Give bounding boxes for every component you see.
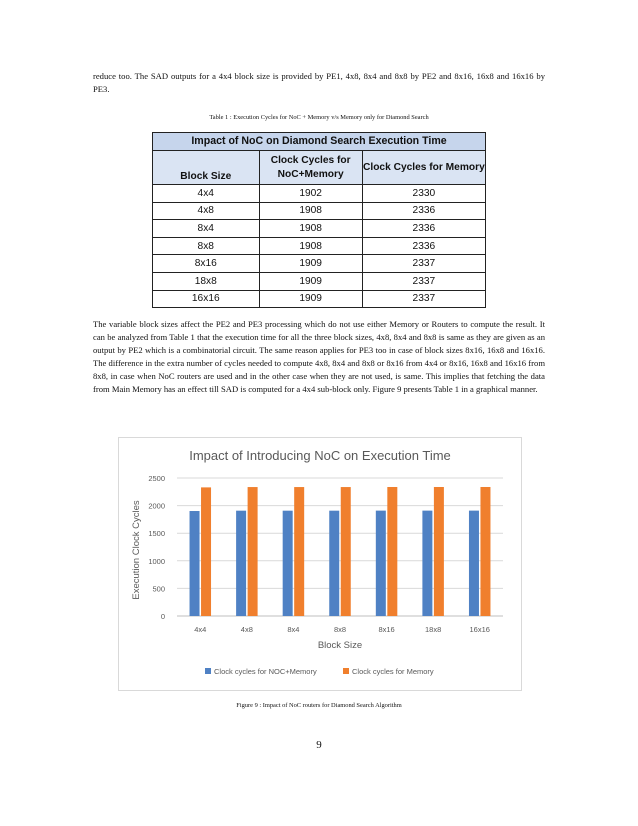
table-cell: 2337 <box>362 255 485 273</box>
table-cell: 8x16 <box>153 255 260 273</box>
bar-memory <box>294 487 304 616</box>
header-memory: Clock Cycles for Memory <box>362 151 485 185</box>
bar-chart <box>119 438 521 690</box>
chart-container <box>118 437 522 691</box>
legend-label-noc-memory: Clock cycles for NOC+Memory <box>214 667 317 676</box>
intro-paragraph: reduce too. The SAD outputs for a 4x4 block size is provided by PE1, 4x8, 8x4 and 8x8 by PE2 and 8x16, 16x8 and 16x16 by PE3. <box>93 71 545 94</box>
x-tick-label: 18x8 <box>425 625 442 634</box>
table-row <box>153 220 486 238</box>
y-tick-label: 2500 <box>148 474 165 483</box>
y-tick-label: 1000 <box>148 556 165 566</box>
table-cell: 1908 <box>259 220 362 238</box>
y-axis-label: Execution Clock Cycles <box>131 500 142 600</box>
x-tick-label: 16x16 <box>469 625 490 634</box>
x-tick-label: 4x4 <box>194 625 207 634</box>
table-cell: 8x4 <box>153 220 260 238</box>
y-tick-label: 0 <box>160 612 165 621</box>
table-cell: 4x4 <box>153 185 260 203</box>
bar-noc-memory <box>422 511 432 616</box>
table-row <box>153 255 486 273</box>
x-tick-label: 8x8 <box>333 625 347 634</box>
table-cell: 2337 <box>362 290 485 308</box>
table-row <box>153 185 486 203</box>
table-cell: 2330 <box>362 185 485 203</box>
table-body <box>153 185 486 308</box>
table-cell: 16x16 <box>153 290 260 308</box>
legend-label-memory: Clock cycles for Memory <box>352 667 434 676</box>
y-tick-label: 1500 <box>148 529 165 539</box>
table-cell: 8x8 <box>153 237 260 255</box>
x-tick-label: 8x4 <box>287 625 300 634</box>
legend-swatch-noc-memory <box>205 668 211 674</box>
y-tick-label: 2000 <box>148 501 165 511</box>
bar-noc-memory <box>283 511 293 616</box>
table-cell: 4x8 <box>153 202 260 220</box>
table-cell: 1908 <box>259 237 362 255</box>
table-cell: 2336 <box>362 202 485 220</box>
bar-noc-memory <box>329 511 339 616</box>
legend-swatch-memory <box>343 668 349 674</box>
x-tick-label: 8x16 <box>378 625 395 634</box>
table-cell: 2337 <box>362 272 485 290</box>
table-cell: 2336 <box>362 220 485 238</box>
chart-title: Impact of Introducing NoC on Execution Time <box>189 448 451 463</box>
y-tick-label: 500 <box>152 584 165 594</box>
bar-noc-memory <box>190 511 200 616</box>
bar-noc-memory <box>236 511 246 616</box>
table-cell: 1902 <box>259 185 362 203</box>
table-cell: 1909 <box>259 290 362 308</box>
table-row <box>153 290 486 308</box>
table-row <box>153 202 486 220</box>
table-row <box>153 237 486 255</box>
bar-noc-memory <box>469 511 479 616</box>
analysis-paragraph: The variable block sizes affect the PE2 and PE3 processing which do not use either Memory or Routers to compute the result. It can be analyzed from Table 1 that the execution time for all the three block sizes, 4x8, 8x4 and 8x8 is same as they are given as an output by PE2 which is a combinatorial circuit. The same reason applies for PE3 too in case of block sizes 8x16, 16x8 and 16x16. The difference in the extra number of cycles needed to compute 4x8, 8x4 and 8x8 or 8x16 from 4x4 or 8x16, 16x8 and 16x16 from 8x8, in case when NoC routers are used and in the other case when they are not used, is same. This implies that fetching the data from Main Memory has an effect till SAD is computed for a 4x4 sub-block only. Figure 9 presents Table 1 in a graphical manner. <box>93 319 545 394</box>
execution-cycles-table <box>152 132 486 308</box>
table-cell: 2336 <box>362 237 485 255</box>
header-noc-memory: Clock Cycles for NoC+Memory <box>259 151 362 185</box>
bar-memory <box>434 487 444 616</box>
table-caption: Table 1 : Execution Cycles for NoC + Memory v/s Memory only for Diamond Search <box>209 114 429 121</box>
header-block-size: Block Size <box>153 151 260 185</box>
bar-noc-memory <box>376 511 386 616</box>
bar-memory <box>248 487 258 616</box>
figure-caption: Figure 9 : Impact of NoC routers for Diamond Search Algorithm <box>236 702 402 709</box>
table-cell: 1909 <box>259 272 362 290</box>
bar-memory <box>480 487 490 616</box>
page-number: 9 <box>316 739 322 751</box>
bar-memory <box>387 487 397 616</box>
table-row <box>153 272 486 290</box>
x-axis-label: Block Size <box>317 640 363 651</box>
bar-memory <box>201 487 211 616</box>
bar-memory <box>341 487 351 616</box>
x-tick-label: 4x8 <box>240 625 253 634</box>
table-cell: 18x8 <box>153 272 260 290</box>
table-title: Impact of NoC on Diamond Search Execution Time <box>153 133 486 151</box>
table-cell: 1909 <box>259 255 362 273</box>
table-cell: 1908 <box>259 202 362 220</box>
